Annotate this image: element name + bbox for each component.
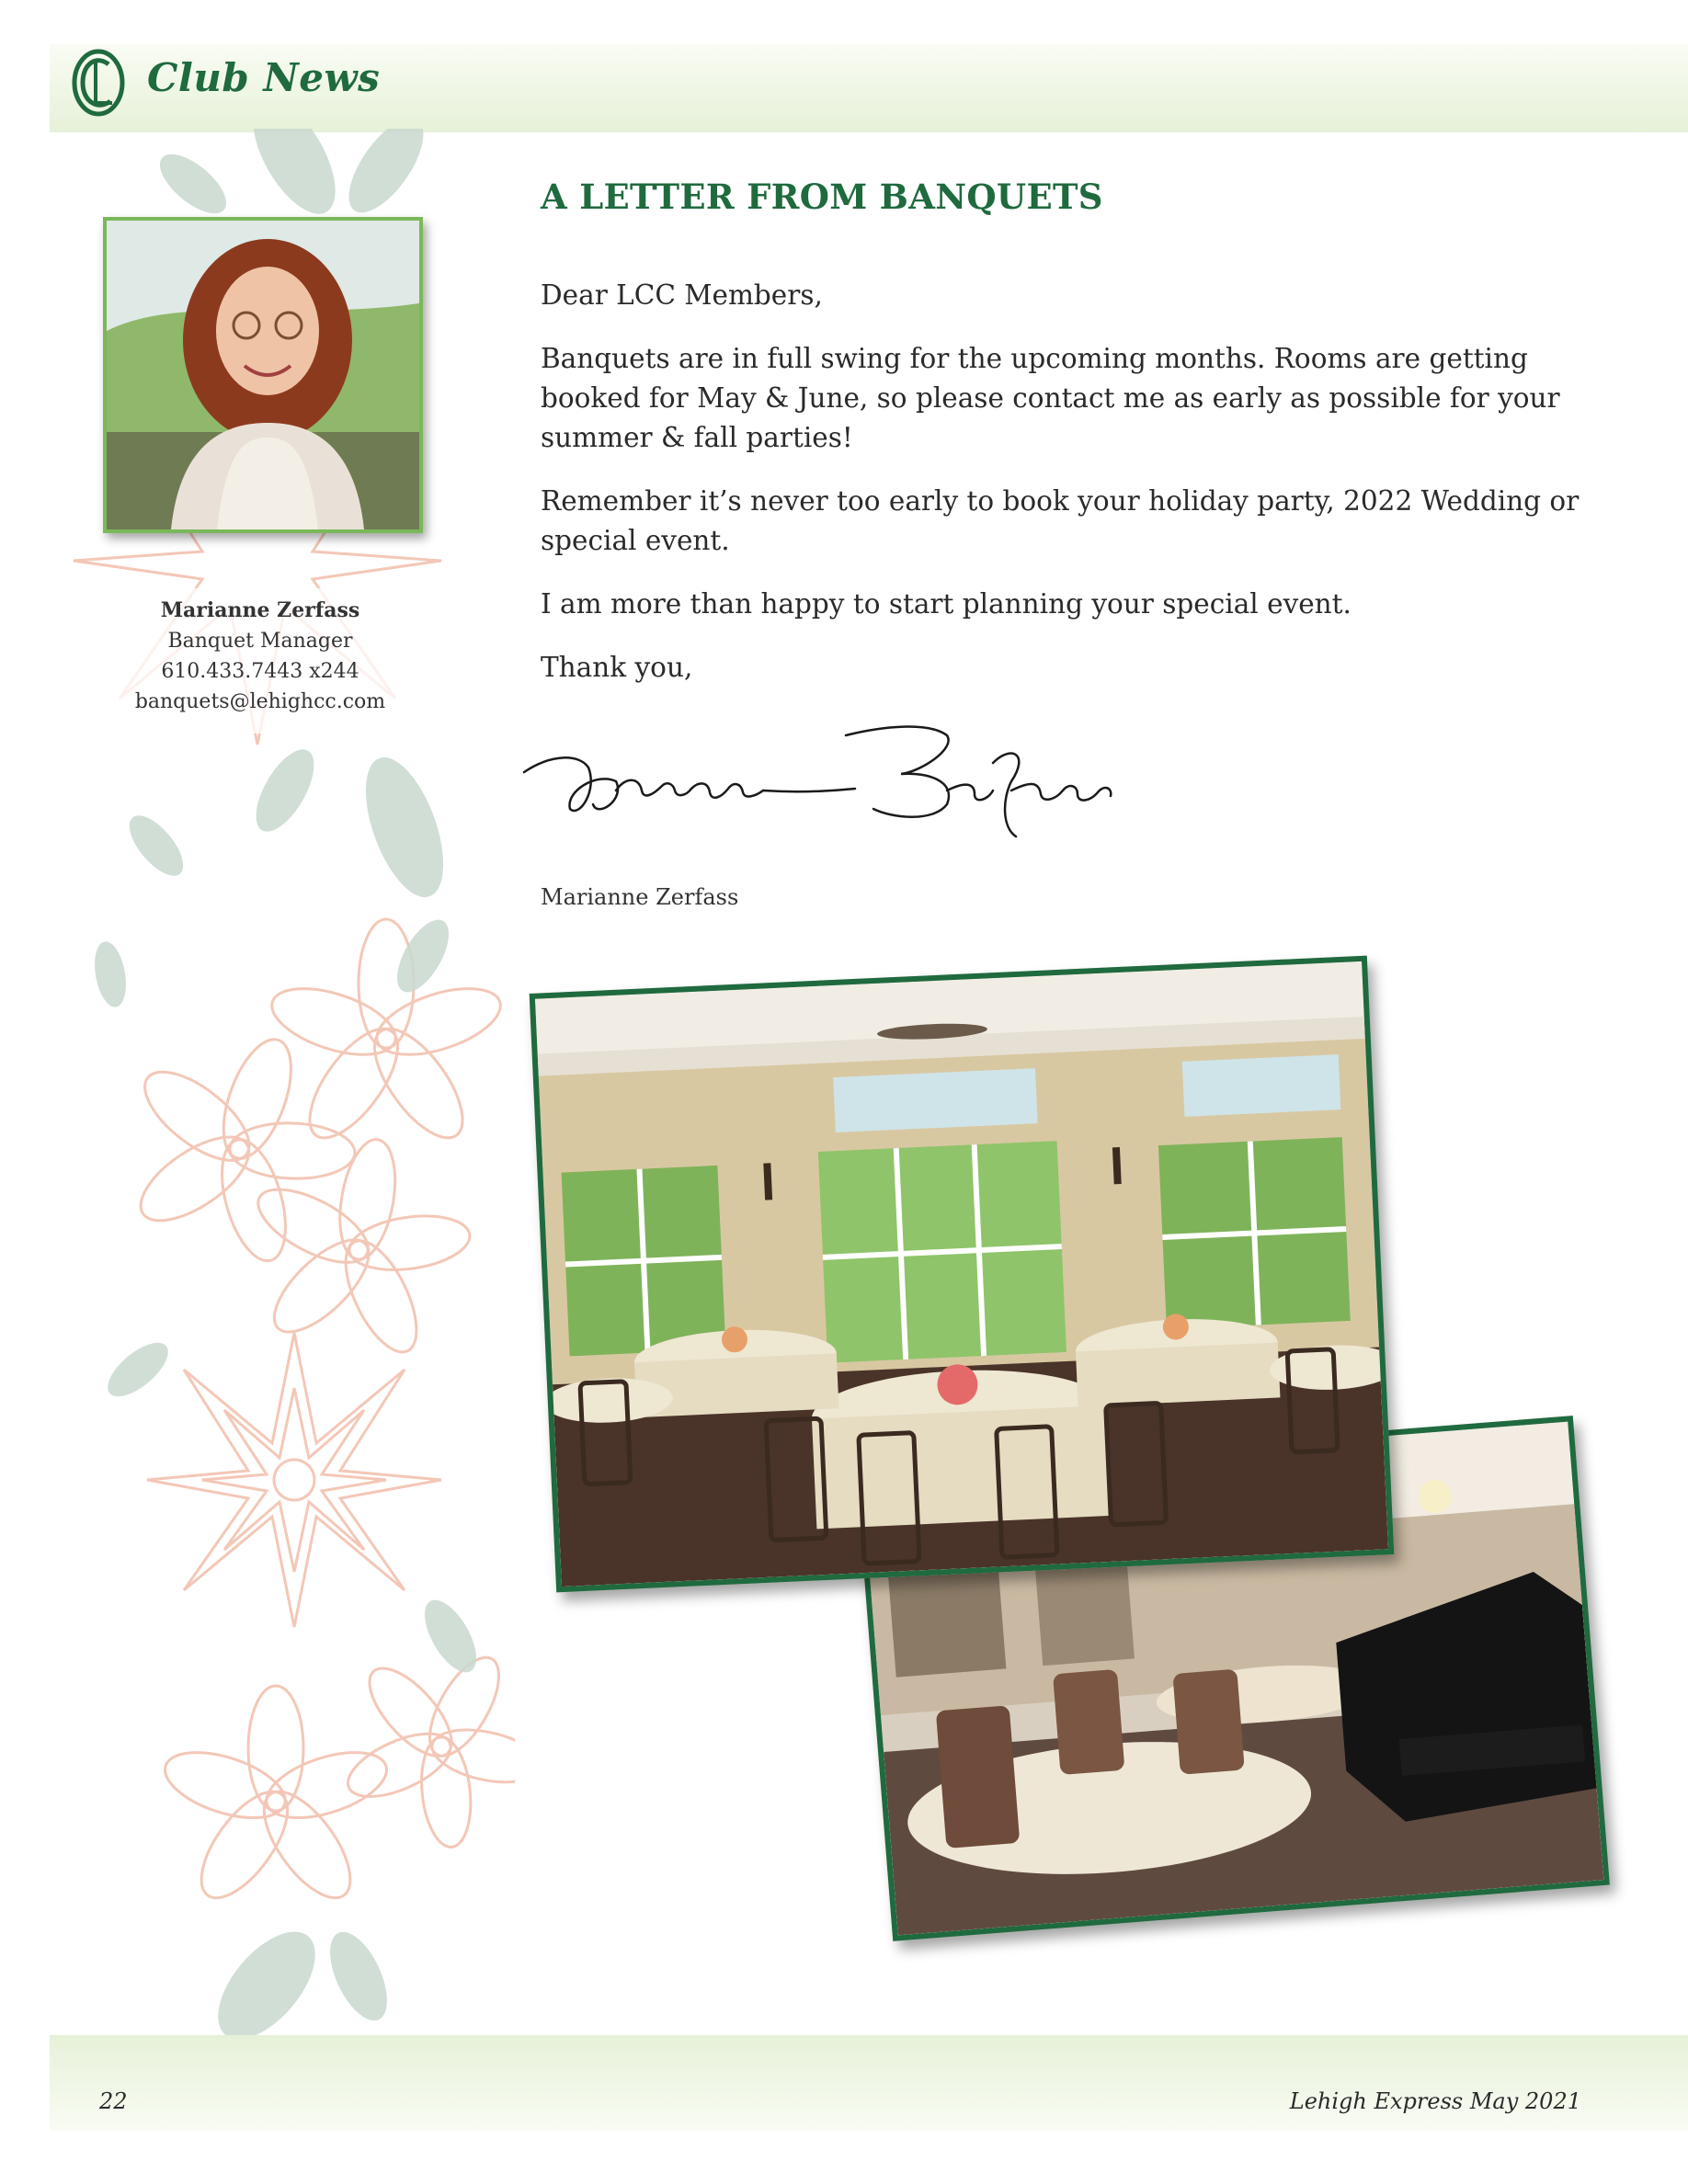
letter-title: A LETTER FROM BANQUETS — [541, 176, 1103, 217]
footer-band — [50, 2035, 1688, 2131]
contact-email[interactable]: banquets@lehighcc.com — [134, 690, 386, 713]
letter-body — [541, 276, 1580, 711]
section-title: Club News — [147, 55, 381, 100]
letter-paragraph: Banquets are in full swing for the upcoming months. Rooms are getting booked for May & June, so please contact me as early as possible for your summer & fall parties! — [541, 343, 1560, 453]
letter-salutation: Dear LCC Members, — [541, 279, 823, 311]
letter-paragraph: Remember it’s never too early to book your holiday party, 2022 Wedding or special event. — [541, 485, 1580, 556]
contact-name: Marianne Zerfass — [160, 598, 360, 622]
contact-phone[interactable]: 610.433.7443 x244 — [161, 660, 359, 683]
letter-paragraph: I am more than happy to start planning your special event. — [541, 588, 1352, 620]
lcc-monogram-icon — [72, 48, 125, 118]
portrait-photo — [103, 217, 423, 533]
letter-closing: Thank you, — [541, 652, 693, 683]
banquet-room-photo — [530, 956, 1395, 1593]
contact-role: Banquet Manager — [167, 630, 353, 653]
page-number: 22 — [99, 2088, 128, 2114]
contact-card — [44, 588, 476, 734]
signed-name: Marianne Zerfass — [541, 884, 739, 910]
publication-title: Lehigh Express May 2021 — [1289, 2088, 1581, 2114]
handwritten-signature — [515, 717, 1122, 855]
